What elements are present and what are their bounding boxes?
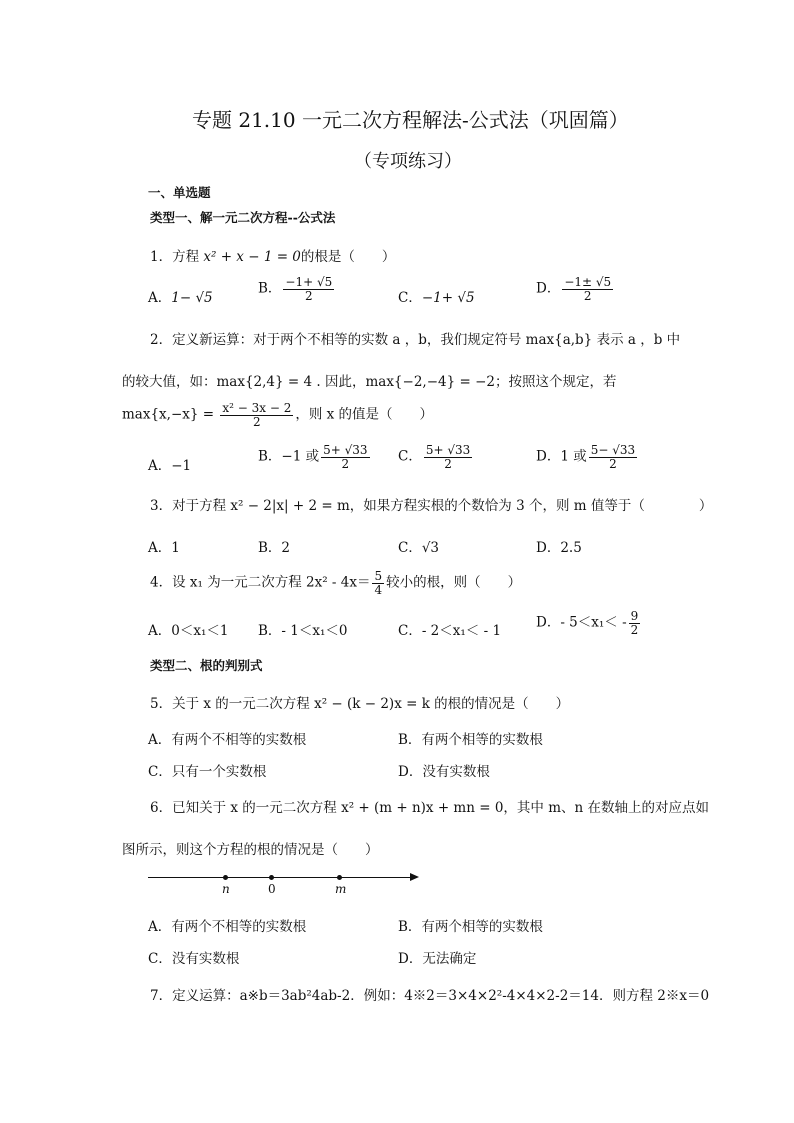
question-2-line-3 (122, 402, 433, 428)
q1-option-d-label: D． (536, 280, 561, 297)
q2-option-b (258, 444, 372, 470)
q6-option-c: C．没有实数根 (148, 951, 240, 967)
label-n: n (222, 882, 230, 896)
type2-heading: 类型二、根的判别式 (150, 658, 263, 673)
q4-stem-den: 4 (374, 582, 383, 597)
q1-option-c-value: −1+ √5 (421, 290, 475, 306)
q3-option-c: C．√3 (398, 540, 440, 556)
q2-option-b-num: 5+ √33 (323, 443, 368, 457)
q2-option-d-fraction (589, 444, 637, 470)
q2-stem-suffix: ，则 x 的值是（ ） (295, 406, 434, 423)
q4-option-c: C．- 2＜x₁＜ - 1 (398, 623, 502, 639)
q1-option-d-den: 2 (583, 288, 592, 303)
q4-option-d (536, 610, 642, 636)
q2-option-d (536, 444, 639, 470)
question-2-line-1: 2．定义新运算：对于两个不相等的实数 a ，b，我们规定符号 max{a,b} 表示 a ，b 中 (150, 332, 681, 348)
q2-option-b-prefix: B．−1 或 (258, 448, 320, 465)
q2-option-c (398, 444, 474, 470)
q2-option-d-prefix: D．1 或 (536, 448, 587, 465)
q4-stem-prefix: 4．设 x₁ 为一元二次方程 2x² - 4x＝ (150, 574, 371, 591)
q5-option-a: A．有两个不相等的实数根 (148, 732, 307, 748)
q6-option-a: A．有两个不相等的实数根 (148, 919, 307, 935)
q4-option-d-prefix: D．- 5＜x₁＜ - (536, 614, 627, 631)
point-n (223, 875, 228, 880)
question-6-line-2: 图所示，则这个方程的根的情况是（ ） (122, 842, 379, 858)
q2-option-c-fraction (424, 444, 472, 470)
q6-option-b: B．有两个相等的实数根 (398, 919, 543, 935)
q1-option-c-label: C． (398, 290, 422, 306)
page-title: 专题 21.10 一元二次方程解法-公式法（巩固篇） (192, 108, 629, 132)
q3-option-a: A．1 (148, 540, 180, 556)
point-m (337, 875, 342, 880)
q1-option-a-label: A． (148, 290, 172, 306)
section-label: 一、单选题 (148, 185, 211, 200)
q1-option-d-fraction (562, 276, 613, 302)
q2-option-c-den: 2 (444, 456, 452, 471)
q4-stem-num: 5 (374, 569, 383, 583)
q1-option-b-label: B． (258, 280, 282, 297)
q2-option-b-den: 2 (341, 456, 350, 471)
q1-option-b (258, 276, 336, 302)
type1-heading: 类型一、解一元二次方程--公式法 (150, 210, 336, 225)
q2-option-d-den: 2 (609, 456, 617, 471)
question-7-stem: 7．定义运算：a※b＝3ab²4ab-2．例如：4※2＝3×4×2²-4×4×2-2＝14．则方程 2※x＝0 (150, 988, 710, 1004)
q1-equation: x² + x − 1 = 0 (203, 249, 301, 265)
q5-option-c: C．只有一个实数根 (148, 764, 267, 780)
question-5-stem: 5．关于 x 的一元二次方程 x² − (k − 2)x = k 的根的情况是（ ） (150, 696, 570, 712)
point-zero (269, 875, 274, 880)
q1-option-a-value: 1− √5 (171, 290, 213, 306)
q1-option-a (148, 286, 213, 306)
q6-option-d: D．无法确定 (398, 951, 477, 967)
q2-option-b-fraction (321, 444, 369, 470)
q1-option-b-fraction (283, 276, 334, 302)
q1-option-b-den: 2 (305, 288, 313, 303)
q5-option-b: B．有两个相等的实数根 (398, 732, 543, 748)
q4-stem-suffix: 较小的根，则（ ） (386, 574, 522, 591)
q4-option-b: B．- 1＜x₁＜0 (258, 623, 348, 639)
q3-option-d: D．2.5 (536, 540, 582, 556)
q5-option-d: D．没有实数根 (398, 764, 490, 780)
q4-option-d-num: 9 (630, 609, 639, 623)
question-3-stem: 3．对于方程 x² − 2|x| + 2 = m，如果方程实根的个数恰为 3 个，则 m 值等于（ ） (150, 498, 713, 514)
q1-option-d-num: −1± √5 (564, 275, 612, 289)
q1-stem-prefix: 1．方程 (150, 249, 204, 265)
q4-option-a: A．0＜x₁＜1 (148, 623, 229, 639)
q2-rhs-num: x² − 3x − 2 (222, 401, 292, 415)
number-line-axis (148, 877, 412, 878)
q4-option-d-den: 2 (630, 622, 639, 637)
question-1-stem (150, 245, 395, 265)
q4-stem-fraction (372, 570, 384, 596)
q2-rhs-fraction (220, 402, 293, 428)
q2-option-c-num: 5+ √33 (425, 443, 471, 457)
q3-option-b: B．2 (258, 540, 291, 556)
number-line-arrow-icon (410, 873, 419, 881)
q4-option-d-fraction (629, 610, 641, 636)
q1-stem-suffix: 的根是（ ） (300, 249, 396, 265)
q2-option-c-prefix: C． (398, 448, 422, 465)
q1-option-d (536, 276, 615, 302)
question-4-stem (150, 570, 521, 596)
question-2-line-2: 的较大值，如：max{2,4} = 4 . 因此，max{−2,−4} = −2；按照这个规定，若 (122, 374, 617, 390)
question-6-line-1: 6．已知关于 x 的一元二次方程 x² + (m + n)x + mn = 0，其中 m、n 在数轴上的对应点如 (150, 800, 709, 816)
q2-option-d-num: 5− √33 (590, 443, 636, 457)
q1-option-b-num: −1+ √5 (285, 275, 333, 289)
q2-rhs-den: 2 (253, 414, 261, 429)
page-subtitle: （专项练习） (354, 151, 462, 172)
q2-option-a: A．−1 (148, 458, 192, 474)
label-zero: 0 (268, 882, 276, 896)
label-m: m (335, 882, 347, 896)
q2-max-expr: max{x,−x} = (122, 406, 219, 423)
q1-option-c (398, 286, 475, 306)
